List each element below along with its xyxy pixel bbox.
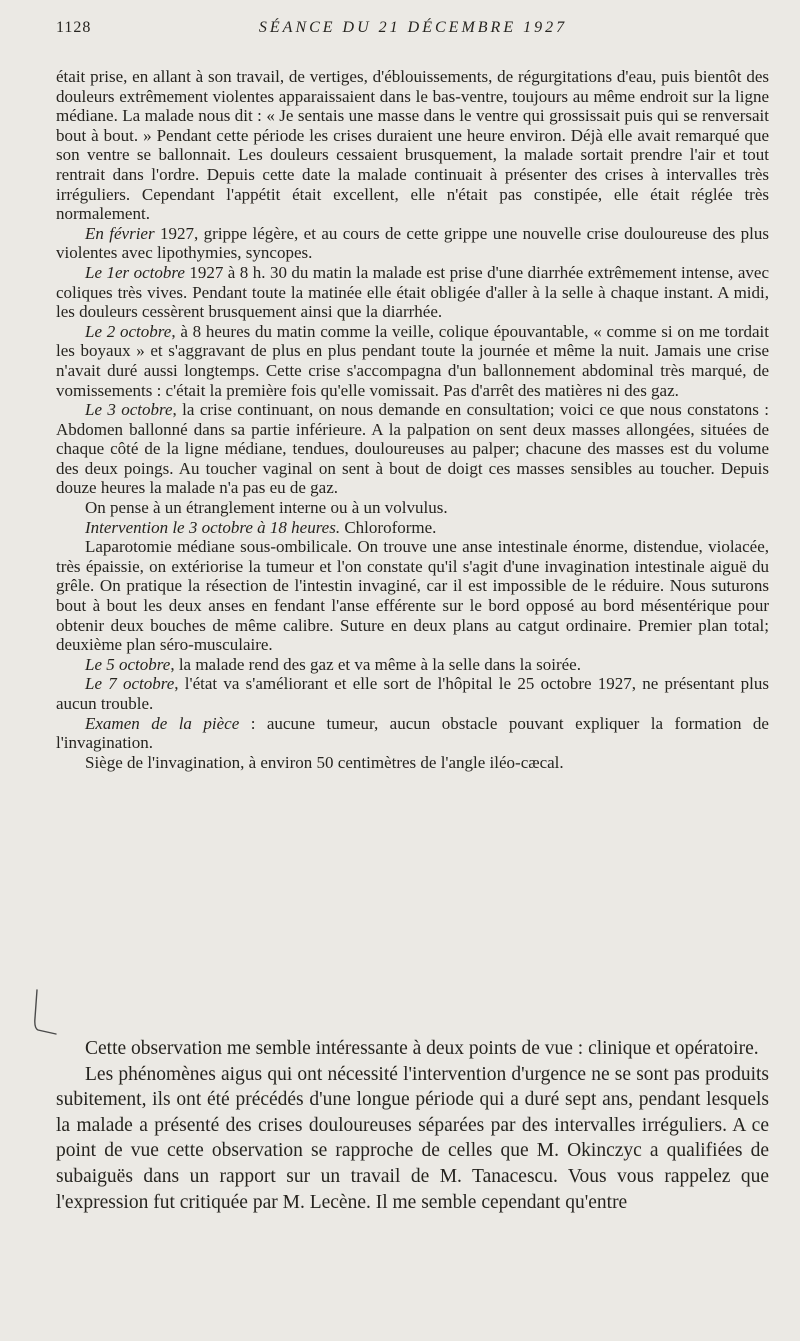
commentary-text xyxy=(56,1036,769,1215)
pencil-margin-mark xyxy=(28,988,58,1036)
paragraph: Le 7 octobre, l'état va s'améliorant et elle sort de l'hôpital le 25 octobre 1927, ne présentant plus aucun trouble. xyxy=(56,674,769,713)
paragraph-lead: En février xyxy=(85,223,155,243)
paragraph: était prise, en allant à son travail, de vertiges, d'éblouissements, de régurgitations d'eau, puis bientôt des douleurs extrêmement violentes apparaissaient dans le bas-ventre, toujours au même endroit sur la ligne médiane. La malade nous dit : « Je sentais une masse dans le ventre qui grossissait puis qui se renversait bout à bout. » Pendant cette période les crises duraient une heure environ. Déjà elle avait remarqué que son ventre se ballonnait. Les douleurs cessaient brusquement, la malade sortait prendre l'air et tout rentrait dans l'ordre. Depuis cette date la malade continuait à présenter des crises à intervalles très irréguliers. Cependant l'appétit était excellent, elle n'était pas constipée, elle était réglée très normalement. xyxy=(56,67,769,224)
running-header xyxy=(56,19,770,41)
paragraph: Examen de la pièce : aucune tumeur, aucun obstacle pouvant expliquer la formation de l'invagination. xyxy=(56,713,769,753)
paragraph-lead: Examen de la pièce xyxy=(85,713,240,733)
paragraph: Le 5 octobre, la malade rend des gaz et va même à la selle dans la soirée. xyxy=(85,654,581,674)
page-number: 1128 xyxy=(56,19,92,36)
paragraph: Siège de l'invagination, à environ 50 centimètres de l'angle iléo-cæcal. xyxy=(85,752,564,772)
paragraph-lead: Le 2 octobre xyxy=(85,321,172,341)
paragraph-lead: Intervention le 3 octobre à 18 heures. xyxy=(85,517,341,537)
paragraph-lead: Le 1er octobre xyxy=(85,262,185,282)
paragraph: Le 1er octobre 1927 à 8 h. 30 du matin la malade est prise d'une diarrhée extrêmement intense, avec coliques très vives. Pendant toute la matinée elle était obligée d'aller à la selle à chaque instant. A midi, les douleurs cessèrent brusquement ainsi que la diarrhée. xyxy=(56,262,769,322)
paragraph: On pense à un étranglement interne ou à un volvulus. xyxy=(85,498,448,518)
paragraph-lead: Le 5 octobre xyxy=(85,654,171,674)
observation-text xyxy=(56,67,769,772)
paragraph-lead: Le 7 octobre xyxy=(85,674,175,694)
paragraph: Les phénomènes aigus qui ont nécessité l'intervention d'urgence ne se sont pas produits subitement, ils ont été précédés d'une longue période qui a duré sept ans, pendant lesquels la malade a présenté des crises douloureuses séparées par des intervalles irréguliers. A ce point de vue cette observation se rapproche de celles que M. Okinczyc a qualifiées de subaiguës dans un rapport sur un travail de M. Tanacescu. Vous vous rappelez que l'expression fut critiquée par M. Lecène. Il me semble cependant qu'entre xyxy=(56,1063,769,1213)
paragraph-lead: Le 3 octobre xyxy=(85,400,173,420)
paragraph: Intervention le 3 octobre à 18 heures. Chloroforme. xyxy=(85,517,437,537)
paragraph: Cette observation me semble intéressante à deux points de vue : clinique et opératoire. xyxy=(85,1038,759,1059)
paragraph: Laparotomie médiane sous-ombilicale. On trouve une anse intestinale énorme, distendue, violacée, très épaissie, on extériorise la tumeur et l'on constate qu'il s'agit d'une invagination intestinale aiguë du grêle. On pratique la résection de l'intestin invaginé, car il est impossible de le réduire. Nous suturons bout à bout les deux anses en fendant l'anse efférente sur le bord opposé au bord mésentérique pour obtenir deux bouches de même calibre. Suture en deux plans au catgut ordinaire. Premier plan total; deuxième plan séro-musculaire. xyxy=(56,537,769,655)
paragraph: En février 1927, grippe légère, et au cours de cette grippe une nouvelle crise douloureuse des plus violentes avec lipothymies, syncopes. xyxy=(56,223,769,263)
paragraph: Le 3 octobre, la crise continuant, on nous demande en consultation; voici ce que nous constatons : Abdomen ballonné dans sa partie inférieure. A la palpation on sent deux masses allongées, situées de chaque côté de la ligne médiane, tendues, douloureuses au palper; chacune des masses est du volume des deux poings. Au toucher vaginal on sent à bout de doigt ces masses sensibles au toucher. Depuis douze heures la malade n'a pas eu de gaz. xyxy=(56,400,769,498)
running-title: SÉANCE DU 21 DÉCEMBRE 1927 xyxy=(258,19,568,36)
paragraph: Le 2 octobre, à 8 heures du matin comme la veille, colique épouvantable, « comme si on me tordait les boyaux » et s'aggravant de plus en plus pendant toute la journée et même la nuit. Jamais une crise n'avait duré aussi longtemps. Cette crise s'accompagna d'un ballonnement abdominal très marqué, de vomissements : c'était la première fois qu'elle vomissait. Pas d'arrêt des matières ni des gaz. xyxy=(56,321,769,400)
